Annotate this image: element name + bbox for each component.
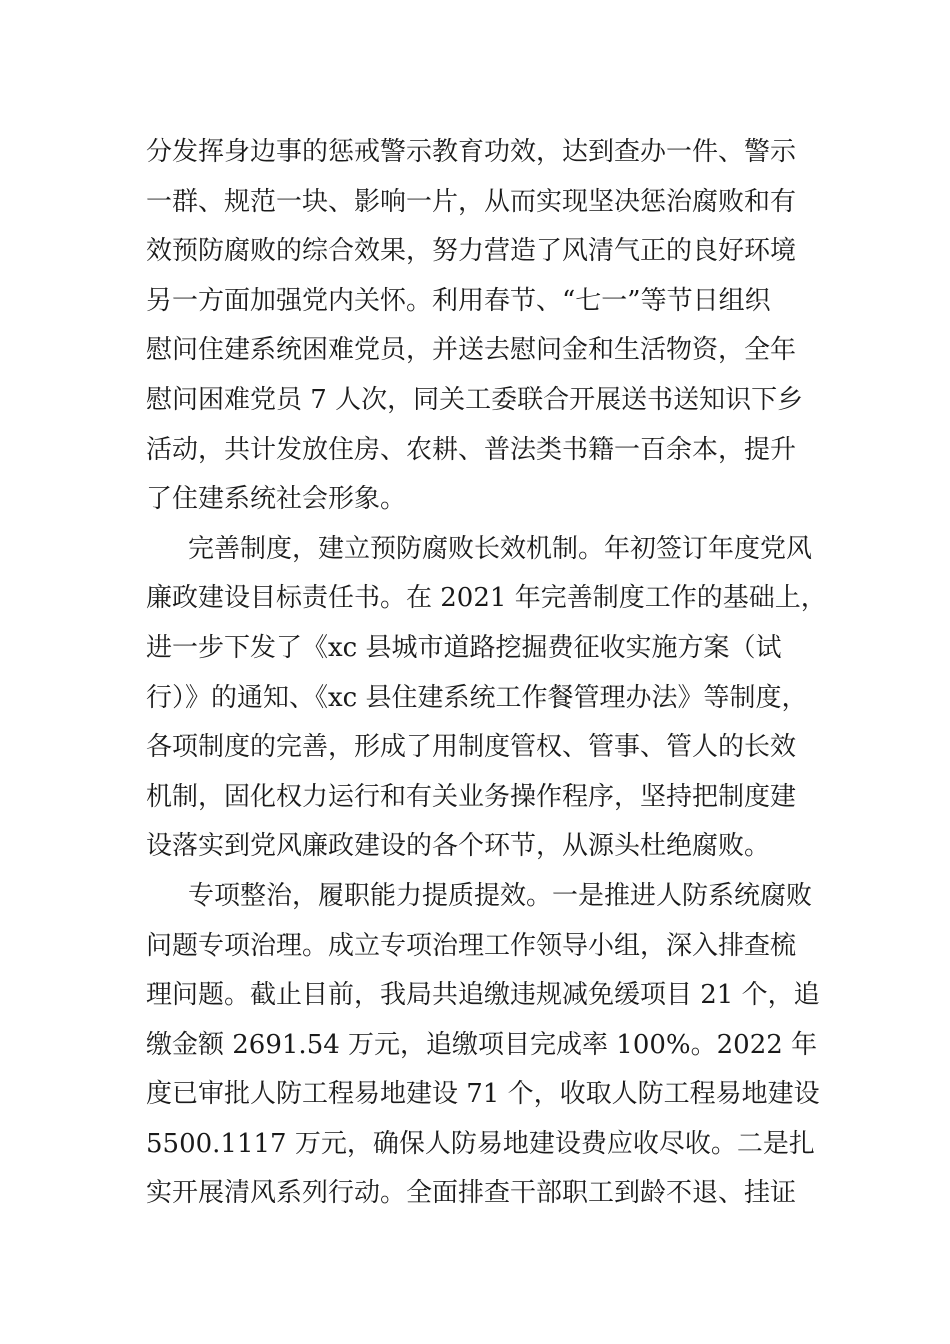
text-line: 活动，共计发放住房、农耕、普法类书籍一百余本，提升 xyxy=(146,434,797,465)
text-line: 实开展清风系列行动。全面排查干部职工到龄不退、挂证 xyxy=(146,1178,797,1209)
text-line: 机制，固化权力运行和有关业务操作程序，坚持把制度建 xyxy=(146,781,797,812)
text-line: 进一步下发了《xc 县城市道路挖掘费征收实施方案（试 xyxy=(146,632,782,663)
paragraph-first-line: 完善制度，建立预防腐败长效机制。年初签订年度党风 xyxy=(188,533,813,564)
text-line: 一群、规范一块、影响一片，从而实现坚决惩治腐败和有 xyxy=(146,186,797,217)
text-line: 效预防腐败的综合效果，努力营造了风清气正的良好环境 xyxy=(146,236,797,267)
document-body xyxy=(146,128,826,1219)
text-line: 廉政建设目标责任书。在 2021 年完善制度工作的基础上， xyxy=(146,583,827,614)
text-line: 各项制度的完善，形成了用制度管权、管事、管人的长效 xyxy=(146,732,797,763)
paragraph-first-line: 专项整治，履职能力提质提效。一是推进人防系统腐败 xyxy=(188,880,813,911)
text-line: 慰问住建系统困难党员，并送去慰问金和生活物资，全年 xyxy=(146,335,797,366)
text-line: 度已审批人防工程易地建设 71 个，收取人防工程易地建设 xyxy=(146,1079,820,1110)
text-line: 了住建系统社会形象。 xyxy=(146,484,407,515)
text-line: 分发挥身边事的惩戒警示教育功效，达到查办一件、警示 xyxy=(146,137,797,167)
text-line: 问题专项治理。成立专项治理工作领导小组，深入排查梳 xyxy=(146,930,797,961)
text-line: 5500.1117 万元，确保人防易地建设费应收尽收。二是扎 xyxy=(146,1128,815,1159)
text-line: 慰问困难党员 7 人次，同关工委联合开展送书送知识下乡 xyxy=(146,384,804,415)
text-line: 缴金额 2691.54 万元，追缴项目完成率 100%。2022 年 xyxy=(146,1029,818,1060)
text-line: 行）》的通知、《xc 县住建系统工作餐管理办法》等制度， xyxy=(146,682,808,713)
text-line: 另一方面加强党内关怀。利用春节、“七一”等节日组织 xyxy=(146,285,771,316)
text-line: 设落实到党风廉政建设的各个环节，从源头杜绝腐败。 xyxy=(146,831,771,862)
text-line: 理问题。截止目前，我局共追缴违规减免缓项目 21 个，追 xyxy=(146,980,820,1011)
